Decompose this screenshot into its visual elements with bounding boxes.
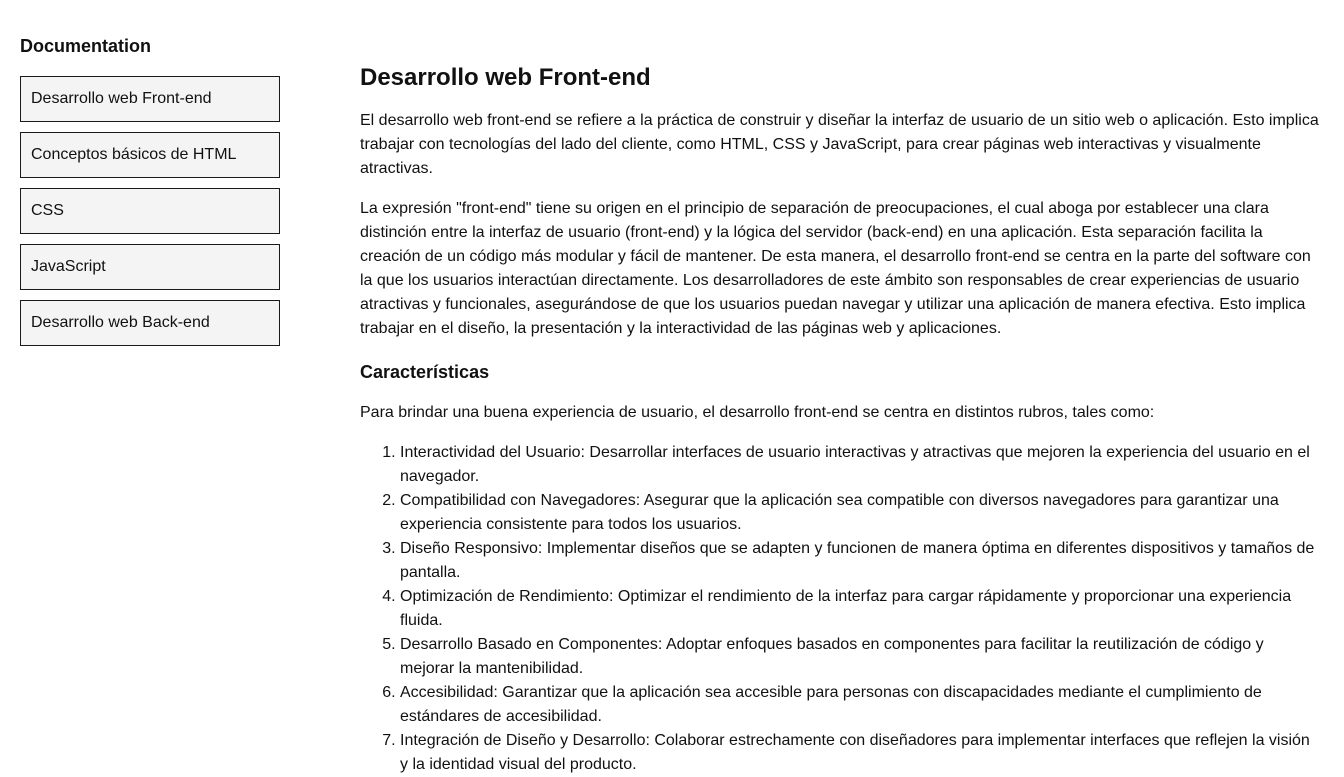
navbar — [20, 0, 280, 356]
nav-link-front-end[interactable]: Desarrollo web Front-end — [20, 76, 280, 122]
list-item: 3. Diseño Responsivo: Implementar diseños que se adapten y funcionen de manera óptima en diferentes dispositivos y tamaños de pantalla. — [400, 537, 1320, 585]
list-item: 7. Integración de Diseño y Desarrollo: Colaborar estrechamente con diseñadores para implementar interfaces que reflejen la visión y la identidad visual del producto. — [400, 729, 1320, 777]
list-item: 6. Accesibilidad: Garantizar que la aplicación sea accesible para personas con discapacidades mediante el cumplimiento de estándares de accesibilidad. — [400, 681, 1320, 729]
paragraph-features-intro: Para brindar una buena experiencia de usuario, el desarrollo front-end se centra en distintos rubros, tales como: — [360, 404, 1155, 421]
list-item: 2. Compatibilidad con Navegadores: Asegurar que la aplicación sea compatible con diversos navegadores para garantizar una experiencia consistente para todos los usuarios. — [400, 489, 1320, 537]
nav-link-css[interactable]: CSS — [20, 188, 280, 234]
nav-header: Documentation — [20, 36, 152, 56]
nav-link-html-basics[interactable]: Conceptos básicos de HTML — [20, 132, 280, 178]
section-title: Desarrollo web Front-end — [360, 64, 651, 91]
paragraph-origin: La expresión "front-end" tiene su origen en el principio de separación de preocupaciones, el cual aboga por establecer una clara distinción entre la interfaz de usuario (front-end) y la lógica del servidor (back-end) en una aplicación. Esta separación facilita la creación de un código más modular y fácil de mantener. De esta manera, el desarrollo front-end se centra en la parte del software con la que los usuarios interactúan directamente. Los desarrolladores de este ámbito son responsables de crear experiencias de usuario atractivas y funcionales, asegurándose de que los usuarios puedan navegar y utilizar una aplicación de manera efectiva. Esto implica trabajar en el diseño, la presentación y la interactividad de las páginas web y aplicaciones. — [360, 200, 1311, 337]
nav-link-javascript[interactable]: JavaScript — [20, 244, 280, 290]
section-front-end — [360, 64, 1320, 777]
list-item: 5. Desarrollo Basado en Componentes: Adoptar enfoques basados en componentes para facilitar la reutilización de código y mejorar la mantenibilidad. — [400, 633, 1320, 681]
list-item: 4. Optimización de Rendimiento: Optimizar el rendimiento de la interfaz para cargar rápidamente y proporcionar una experiencia fluida. — [400, 585, 1320, 633]
subsection-title: Características — [360, 362, 490, 382]
main-doc — [360, 0, 1320, 777]
nav-link-back-end[interactable]: Desarrollo web Back-end — [20, 300, 280, 346]
features-list — [360, 441, 1320, 777]
list-item: 1. Interactividad del Usuario: Desarrollar interfaces de usuario interactivas y atractivas que mejoren la experiencia del usuario en el navegador. — [400, 441, 1320, 489]
paragraph-intro: El desarrollo web front-end se refiere a la práctica de construir y diseñar la interfaz de usuario de un sitio web o aplicación. Esto implica trabajar con tecnologías del lado del cliente, como HTML, CSS y JavaScript, para crear páginas web interactivas y visualmente atractivas. — [360, 112, 1319, 177]
